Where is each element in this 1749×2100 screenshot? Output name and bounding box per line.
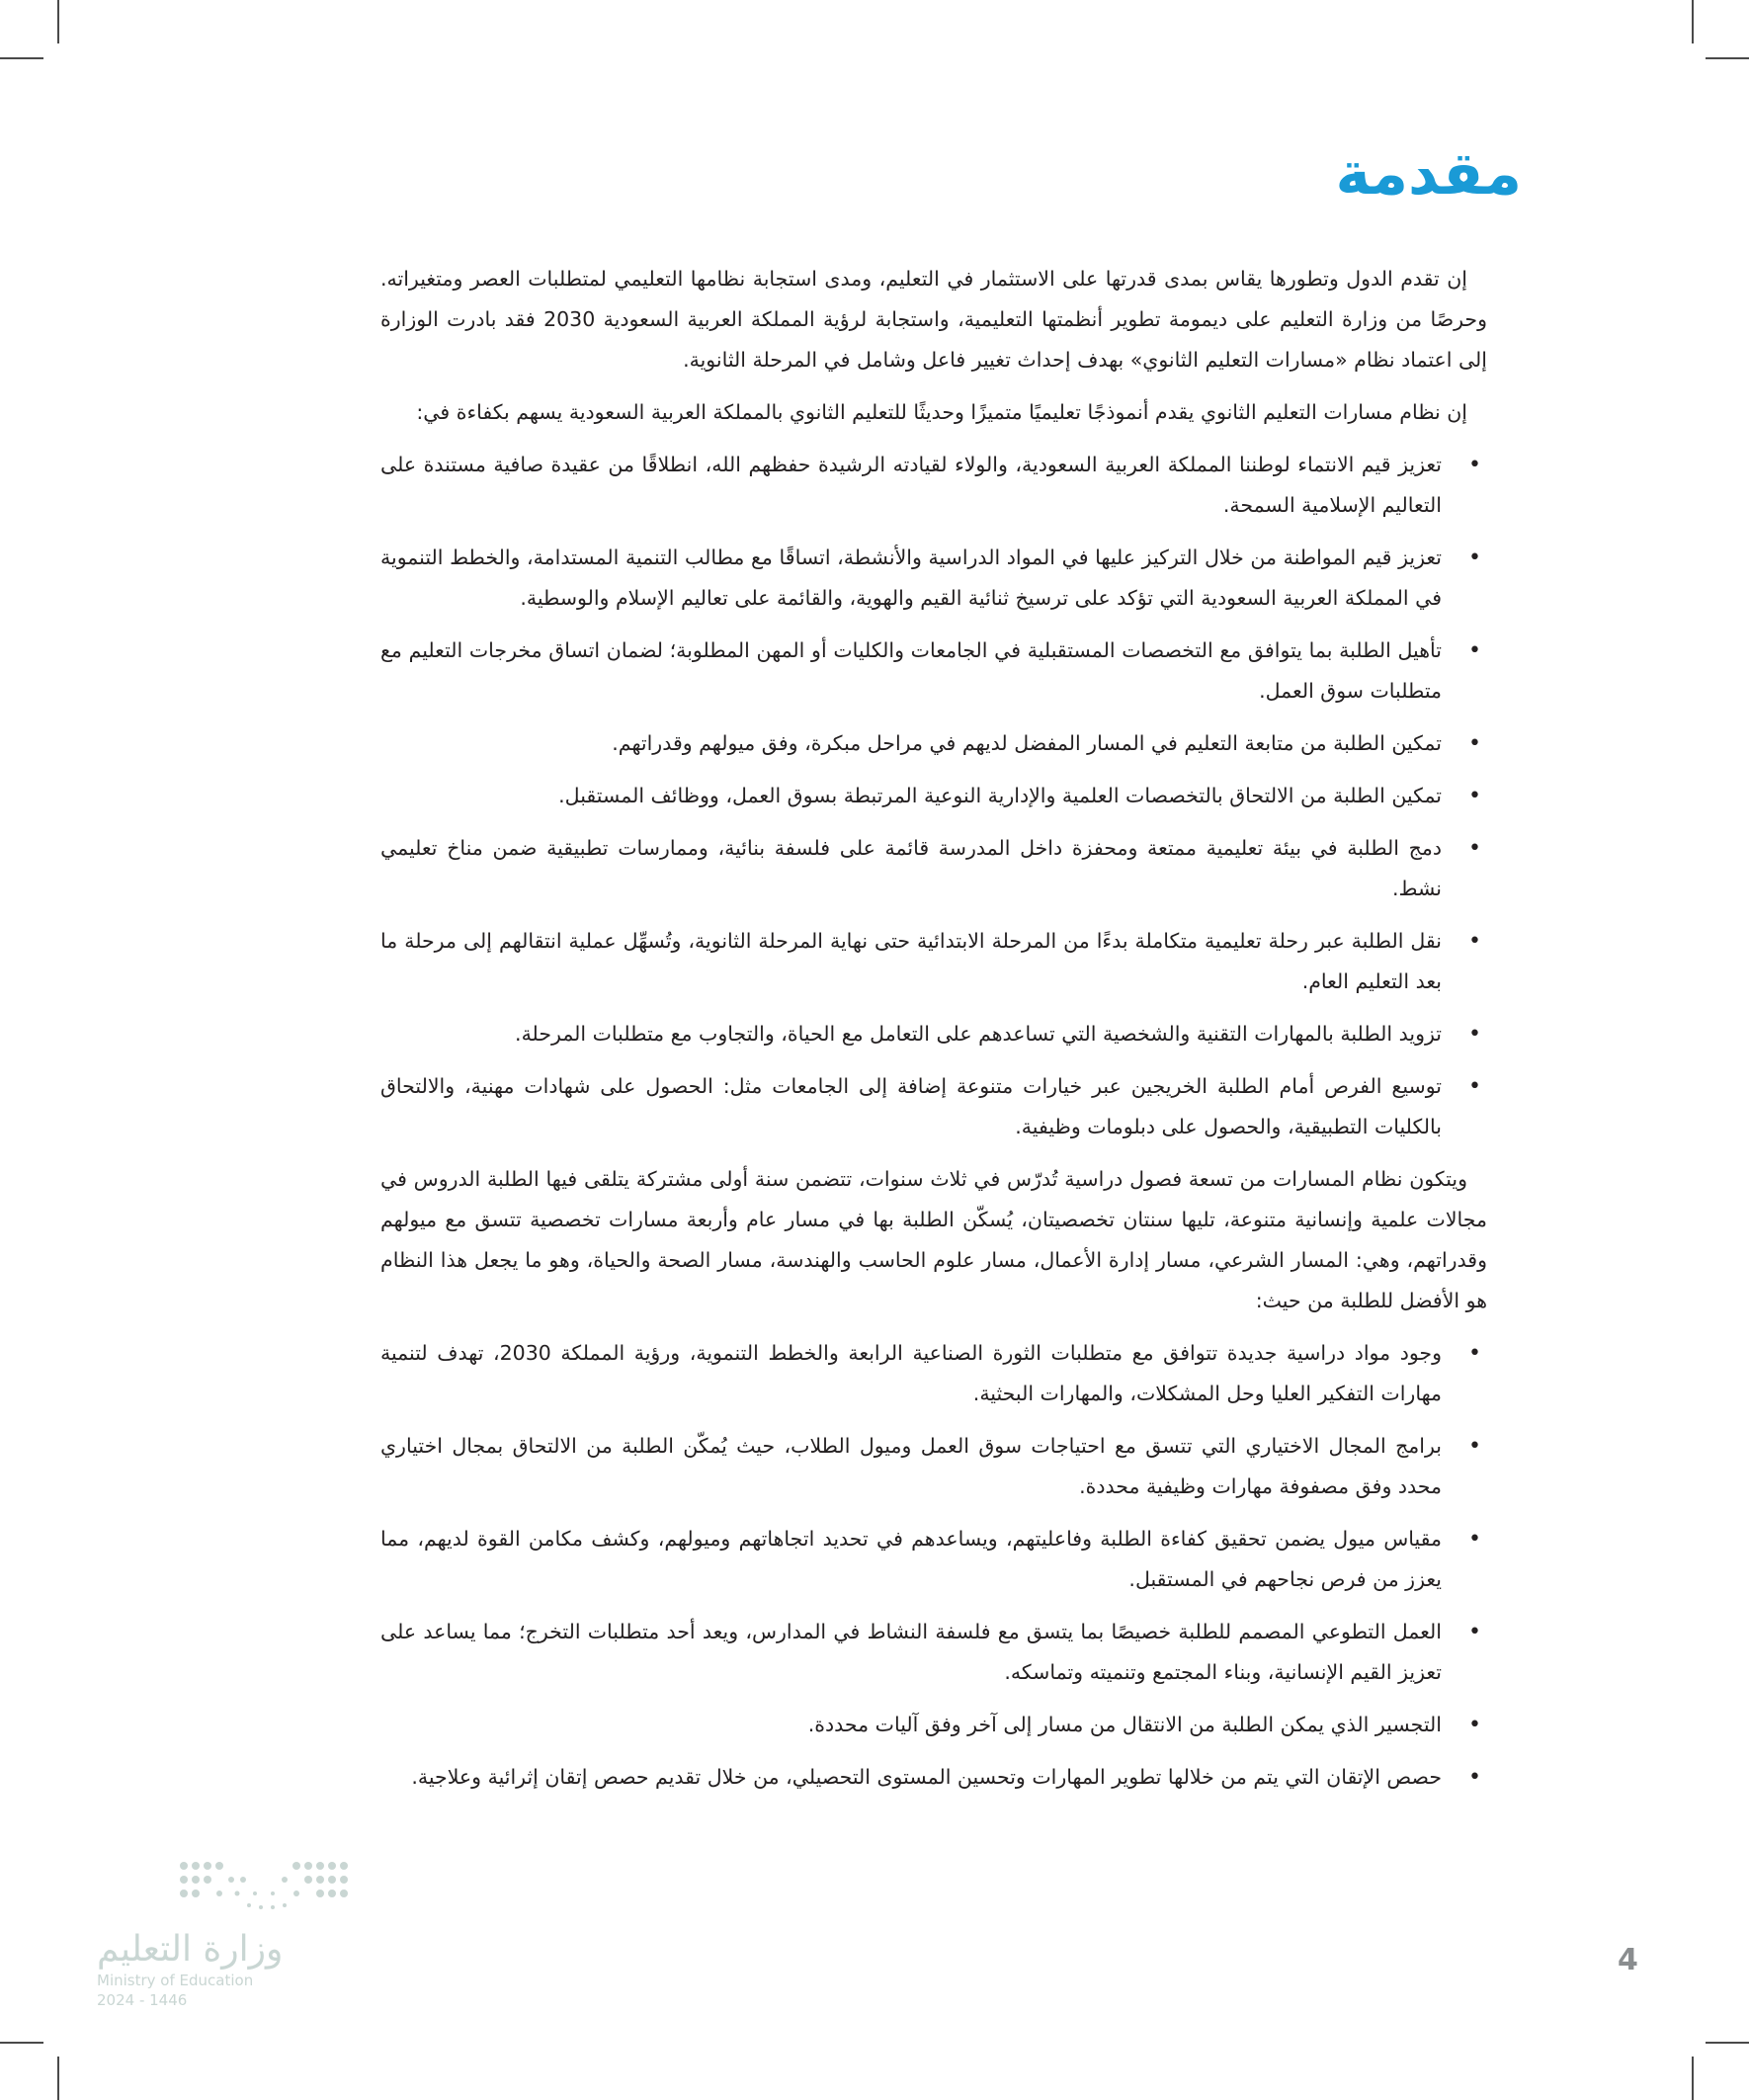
- bullet-icon: •: [1468, 453, 1481, 477]
- bullet-icon: •: [1468, 638, 1481, 663]
- bullet-icon: •: [1468, 836, 1481, 861]
- bullet-icon: •: [1468, 731, 1481, 756]
- list-item: [380, 1757, 1487, 1798]
- bullet-icon: •: [1468, 1527, 1481, 1552]
- ministry-logo-icon: [178, 1858, 356, 1913]
- bullet-icon: •: [1468, 784, 1481, 808]
- page-title: مقدمة: [1335, 139, 1522, 209]
- crop-mark: [1692, 0, 1694, 43]
- list-item: [380, 1612, 1487, 1693]
- list-item-text: وجود مواد دراسية جديدة تتوافق مع متطلبات الثورة الصناعية الرابعة والخطط التنموية، ورؤية المملكة 2030، تهدف لتنمية مهارات التفكير العليا وحل المشكلات، والمهارات البحثية.: [380, 1341, 1442, 1405]
- list-item: [380, 776, 1487, 816]
- list-item: [380, 1519, 1487, 1600]
- list-item-text: تزويد الطلبة بالمهارات التقنية والشخصية التي تساعدهم على التعامل مع الحياة، والتجاوب مع متطلبات المرحلة.: [515, 1022, 1442, 1046]
- advantages-list: [380, 1333, 1487, 1798]
- list-item-text: تمكين الطلبة من الالتحاق بالتخصصات العلمية والإدارية النوعية المرتبطة بسوق العمل، ووظائف المستقبل.: [558, 784, 1442, 807]
- crop-mark: [57, 2057, 59, 2100]
- list-item-text: توسيع الفرص أمام الطلبة الخريجين عبر خيارات متنوعة إضافة إلى الجامعات مثل: الحصول على شهادات مهنية، والالتحاق بالكليات التطبيقية، والحصول على دبلومات وظيفية.: [380, 1074, 1442, 1138]
- crop-mark: [0, 2042, 43, 2044]
- list-item-text: التجسير الذي يمكن الطلبة من الانتقال من مسار إلى آخر وفق آليات محددة.: [807, 1713, 1442, 1736]
- list-item: [380, 1066, 1487, 1147]
- list-item-text: مقياس ميول يضمن تحقيق كفاءة الطلبة وفاعليتهم، ويساعدهم في تحديد اتجاهاتهم وميولهم، وكشف مكامن القوة لديهم، مما يعزز من فرص نجاحهم في المستقبل.: [380, 1527, 1442, 1591]
- list-item: [380, 1014, 1487, 1054]
- crop-mark: [1692, 2057, 1694, 2100]
- ministry-year: 2024 - 1446: [97, 1991, 188, 2009]
- bullet-icon: •: [1468, 1620, 1481, 1644]
- list-item-text: تعزيز قيم المواطنة من خلال التركيز عليها في المواد الدراسية والأنشطة، اتساقًا مع مطالب التنمية المستدامة، والخطط التنموية في المملكة العربية السعودية التي تؤكد على ترسيخ ثنائية القيم والهوية، والقائمة على تعاليم الإسلام والوسطية.: [380, 546, 1442, 610]
- list-item-text: تعزيز قيم الانتماء لوطننا المملكة العربية السعودية، والولاء لقيادته الرشيدة حفظهم الله، انطلاقًا من عقيدة صافية مستندة على التعاليم الإسلامية السمحة.: [380, 453, 1442, 517]
- bullet-icon: •: [1468, 1434, 1481, 1459]
- ministry-name-en: Ministry of Education: [97, 1972, 254, 1989]
- list-item: [380, 538, 1487, 619]
- list-item: [380, 1705, 1487, 1745]
- ministry-name-ar: وزارة التعليم: [97, 1929, 284, 1970]
- list-item-text: دمج الطلبة في بيئة تعليمية ممتعة ومحفزة داخل المدرسة قائمة على فلسفة بنائية، وممارسات تطبيقية ضمن مناخ تعليمي نشط.: [380, 836, 1442, 900]
- list-item-text: حصص الإتقان التي يتم من خلالها تطوير المهارات وتحسين المستوى التحصيلي، من خلال تقديم حصص إتقان إثرائية وعلاجية.: [411, 1765, 1442, 1789]
- list-item-text: نقل الطلبة عبر رحلة تعليمية متكاملة بدءًا من المرحلة الابتدائية حتى نهاية المرحلة الثانوية، وتُسهِّل عملية انتقالهم إلى مرحلة ما بعد التعليم العام.: [380, 929, 1442, 993]
- bullet-icon: •: [1468, 1022, 1481, 1047]
- page-number: 4: [1618, 1943, 1638, 1977]
- bullet-icon: •: [1468, 1074, 1481, 1099]
- goals-list: [380, 445, 1487, 1147]
- intro-paragraph: إن تقدم الدول وتطورها يقاس بمدى قدرتها على الاستثمار في التعليم، ومدى استجابة نظامها التعليمي لمتطلبات العصر ومتغيراته. وحرصًا من وزارة التعليم على ديمومة تطوير أنظمتها التعليمية، واستجابة لرؤية المملكة العربية السعودية 2030 فقد بادرت الوزارة إلى اعتماد نظام «مسارات التعليم الثانوي» بهدف إحداث تغيير فاعل وشامل في المرحلة الثانوية.: [380, 267, 1487, 372]
- list-item: [380, 828, 1487, 909]
- crop-mark: [1706, 57, 1749, 59]
- crop-mark: [1706, 2042, 1749, 2044]
- body-paragraph: ويتكون نظام المسارات من تسعة فصول دراسية تُدرّس في ثلاث سنوات، تتضمن سنة أولى مشتركة يتلقى فيها الطلبة الدروس في مجالات علمية وإنسانية متنوعة، تليها سنتان تخصصيتان، يُسكّن الطلبة بها في مسار عام وأربعة مسارات تخصصية تتسق مع ميولهم وقدراتهم، وهي: المسار الشرعي، مسار إدارة الأعمال، مسار علوم الحاسب والهندسة، مسار الصحة والحياة، وهو ما يجعل هذا النظام هو الأفضل للطلبة من حيث:: [380, 1167, 1487, 1312]
- ministry-footer: [97, 1929, 294, 2009]
- intro-paragraph: إن نظام مسارات التعليم الثانوي يقدم أنموذجًا تعليميًا متميزًا وحديثًا للتعليم الثانوي بالمملكة العربية السعودية يسهم بكفاءة في:: [416, 400, 1467, 424]
- list-item: [380, 921, 1487, 1002]
- bullet-icon: •: [1468, 1765, 1481, 1790]
- list-item-text: تأهيل الطلبة بما يتوافق مع التخصصات المستقبلية في الجامعات والكليات أو المهن المطلوبة؛ لضمان اتساق مخرجات التعليم مع متطلبات سوق العمل.: [380, 638, 1442, 703]
- list-item-text: برامج المجال الاختياري التي تتسق مع احتياجات سوق العمل وميول الطلاب، حيث يُمكّن الطلبة من الالتحاق بمجال اختياري محدد وفق مصفوفة مهارات وظيفية محددة.: [380, 1434, 1442, 1498]
- main-content: [380, 259, 1487, 1809]
- bullet-icon: •: [1468, 929, 1481, 954]
- list-item: [380, 723, 1487, 764]
- bullet-icon: •: [1468, 1341, 1481, 1366]
- bullet-icon: •: [1468, 1713, 1481, 1737]
- list-item-text: تمكين الطلبة من متابعة التعليم في المسار المفضل لديهم في مراحل مبكرة، وفق ميولهم وقدراتهم.: [612, 731, 1442, 755]
- bullet-icon: •: [1468, 546, 1481, 570]
- list-item-text: العمل التطوعي المصمم للطلبة خصيصًا بما يتسق مع فلسفة النشاط في المدارس، ويعد أحد متطلبات التخرج؛ مما يساعد على تعزيز القيم الإنسانية، وبناء المجتمع وتنميته وتماسكه.: [380, 1620, 1442, 1684]
- list-item: [380, 1426, 1487, 1507]
- list-item: [380, 630, 1487, 712]
- crop-mark: [0, 57, 43, 59]
- crop-mark: [57, 0, 59, 43]
- list-item: [380, 1333, 1487, 1414]
- list-item: [380, 445, 1487, 526]
